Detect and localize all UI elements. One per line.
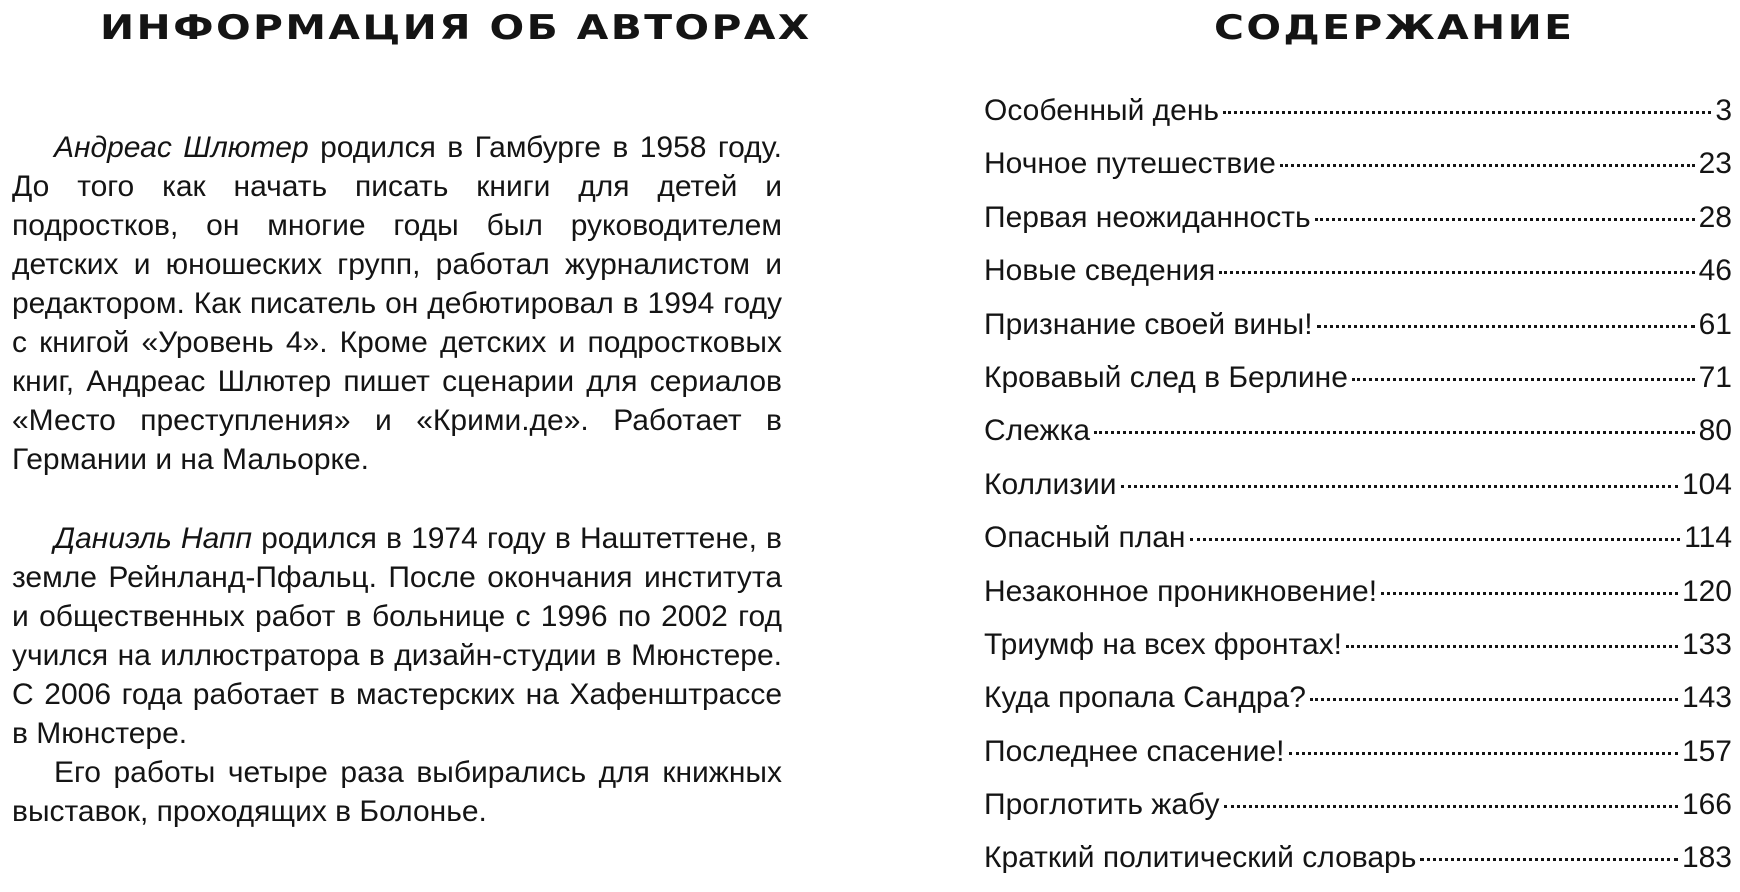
toc-dot-leader <box>1121 485 1678 488</box>
contents-heading: СОДЕРЖАНИЕ <box>1214 8 1575 48</box>
toc-dot-leader <box>1346 645 1678 648</box>
toc-entry[interactable] <box>984 572 1732 625</box>
toc-entry[interactable] <box>984 785 1732 838</box>
toc-entry-title: Триумф на всех фронтах! <box>984 627 1342 661</box>
toc-entry[interactable] <box>984 144 1732 197</box>
toc-entry-page-number: 114 <box>1684 521 1732 555</box>
toc-entry-title: Проглотить жабу <box>984 788 1220 822</box>
toc-entry-page-number: 133 <box>1681 627 1732 661</box>
toc-entry[interactable] <box>984 198 1732 251</box>
toc-entry-page-number: 143 <box>1681 681 1732 715</box>
toc-entry-title: Первая неожиданность <box>984 200 1311 234</box>
toc-entry[interactable] <box>984 678 1732 731</box>
toc-entry-page-number: 120 <box>1681 574 1732 608</box>
toc-dot-leader <box>1280 164 1695 167</box>
toc-entry-page-number: 71 <box>1698 360 1732 394</box>
toc-entry-title: Последнее спасение! <box>984 734 1285 768</box>
toc-dot-leader <box>1310 698 1678 701</box>
toc-entry-page-number: 3 <box>1715 94 1732 127</box>
toc-dot-leader <box>1094 431 1695 434</box>
toc-entry-page-number: 80 <box>1698 414 1732 448</box>
table-of-contents <box>984 91 1732 892</box>
toc-dot-leader <box>1289 752 1678 755</box>
toc-entry-title: Краткий политический словарь <box>984 841 1417 875</box>
toc-entry-title: Ночное путешествие <box>984 147 1276 181</box>
toc-entry-title: Коллизии <box>984 467 1117 501</box>
author-bio-text: родился в Гамбурге в 1958 году. До того как начать писать книги для детей и подростков, он многие годы был руководителем детских и юношеских групп, работал журналистом и редактором. Как писатель он дебютировал в 1994 году с книгой «Уровень 4». Кроме детских и подростковых книг, Андреас Шлютер пишет сценарии для сериалов «Место преступления» и «Крими.де». Работает в Германии и на Мальорке. <box>12 131 782 476</box>
toc-entry-page-number: 28 <box>1698 200 1732 234</box>
toc-entry-title: Признание своей вины! <box>984 307 1313 341</box>
toc-entry-title: Опасный план <box>984 521 1186 555</box>
toc-entry-title: Незаконное проникновение! <box>984 574 1378 608</box>
toc-entry[interactable] <box>984 251 1732 304</box>
authors-heading: ИНФОРМАЦИЯ ОБ АВТОРАХ <box>100 8 812 48</box>
author-bio-schlueter <box>12 128 782 479</box>
toc-entry-page-number: 104 <box>1681 467 1732 501</box>
toc-dot-leader <box>1223 111 1711 114</box>
toc-entry[interactable] <box>984 518 1732 571</box>
toc-entry-page-number: 183 <box>1681 841 1732 875</box>
toc-dot-leader <box>1317 325 1695 328</box>
toc-dot-leader <box>1381 592 1678 595</box>
author-name: Даниэль Напп <box>54 522 252 555</box>
authors-info <box>12 128 782 831</box>
author-bio-text: родился в 1974 году в Наштеттене, в земле Рейнланд-Пфальц. После окончания института и общественных работ в больнице с 1996 по 2002 год учился на иллюстратора в дизайн-студии в Мюнстере. С 2006 года работает в мастерских на Хафенштрассе в Мюнстере. <box>12 522 782 750</box>
toc-entry[interactable] <box>984 358 1732 411</box>
toc-entry-title: Слежка <box>984 414 1091 448</box>
toc-entry-title: Куда пропала Сандра? <box>984 681 1306 715</box>
toc-dot-leader <box>1420 858 1678 861</box>
toc-dot-leader <box>1190 538 1681 541</box>
toc-entry-page-number: 166 <box>1681 788 1732 822</box>
author-bio-extra: Его работы четыре раза выбирались для книжных выставок, проходящих в Болонье. <box>12 756 782 828</box>
toc-entry-title: Особенный день <box>984 94 1220 127</box>
toc-entry[interactable] <box>984 465 1732 518</box>
toc-entry[interactable] <box>984 732 1732 785</box>
toc-dot-leader <box>1224 805 1678 808</box>
author-name: Андреас Шлютер <box>54 131 309 164</box>
toc-entry[interactable] <box>984 838 1732 891</box>
toc-dot-leader <box>1219 271 1694 274</box>
author-bio-napp <box>12 519 782 753</box>
toc-entry[interactable] <box>984 91 1732 144</box>
toc-entry[interactable] <box>984 305 1732 358</box>
toc-dot-leader <box>1352 378 1695 381</box>
toc-entry-page-number: 157 <box>1681 734 1732 768</box>
toc-entry[interactable] <box>984 625 1732 678</box>
toc-entry[interactable] <box>984 411 1732 464</box>
toc-entry-title: Новые сведения <box>984 254 1216 288</box>
toc-entry-page-number: 23 <box>1698 147 1732 181</box>
toc-entry-page-number: 61 <box>1698 307 1732 341</box>
toc-entry-title: Кровавый след в Берлине <box>984 360 1348 394</box>
toc-entry-page-number: 46 <box>1698 254 1732 288</box>
toc-dot-leader <box>1315 218 1695 221</box>
